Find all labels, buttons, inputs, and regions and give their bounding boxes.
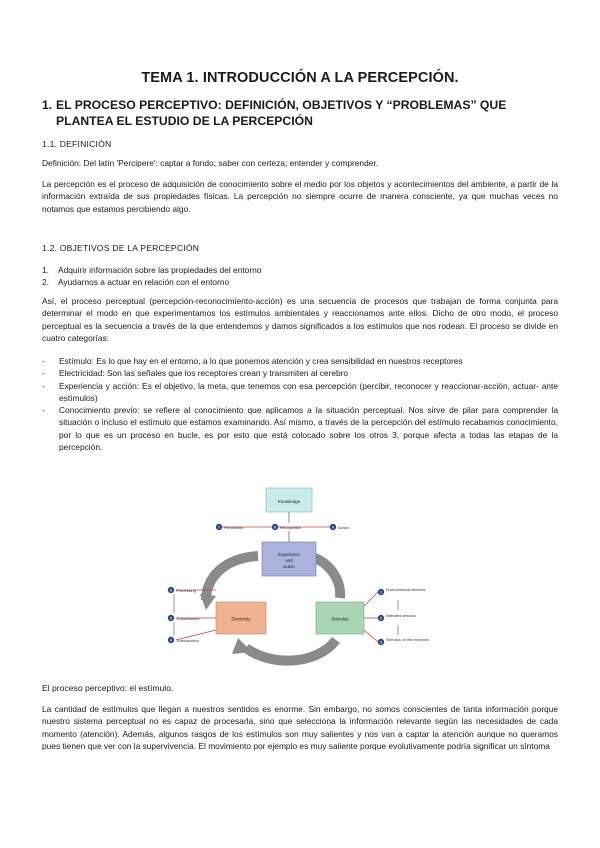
list-dash: - — [42, 405, 45, 416]
definition-text: Definición: Del latín 'Percipere': captar a fondo; saber con certeza; entender y comprender. — [42, 158, 379, 168]
svg-text:2: 2 — [379, 615, 383, 621]
list-item — [42, 367, 558, 379]
subsection-1-2-heading: 1.2. OBJETIVOS DE LA PERCEPCIÓN — [42, 243, 200, 253]
step-label: Action — [338, 524, 350, 530]
categories-list — [42, 355, 558, 453]
list-item — [42, 404, 558, 453]
step-label: Environmental stimulus — [386, 588, 426, 592]
page-title: TEMA 1. INTRODUCCIÓN A LA PERCEPCIÓN. — [141, 70, 459, 86]
list-number: 1. — [42, 265, 49, 275]
list-item — [42, 264, 558, 276]
knowledge-box — [266, 488, 312, 512]
subsection-1-1-heading: 1.1. DEFINICIÓN — [42, 139, 112, 149]
cycle-arrow-bottom — [246, 640, 336, 661]
cycle-arrowhead — [200, 594, 216, 610]
step-label: Stimulus on the receptors — [386, 638, 430, 642]
step-label: Transduction — [176, 637, 199, 643]
list-text: Electricidad: Son las señales que los receptores crean y transmiten al cerebro — [59, 368, 349, 379]
list-text: Conocimiento previo: se refiere al conocimiento que aplicamos a la situación perceptual. Nos sirve de pilar para comprender la situación o incluso el estímulo que estamos examinando. Así mismo, a través de la percepción del estímulo recabamos conocimiento, por lo que es un proceso en bucle, es por esto que está colocado sobre los otros 3, porque afecta a todas las etapas de la percepción. — [59, 405, 558, 453]
process-paragraph: Así, el proceso perceptual (percepción-reconocimiento-acción) es una secuencia de procesos que trabajan de forma conjunta para determinar el modo en que experimentamos los estímulos ambientales y reaccionamos ante ellos. Dicho de otro modo, el proceso perceptual es la secuencia a través de la que entendemos y damos significados a los estímulos que nos rodean. El proceso se divide en cuatro categorías: — [42, 296, 558, 343]
svg-text:6: 6 — [169, 587, 173, 593]
list-text: Experiencia y acción: Es el objetivo, la meta, que tenemos con esa percepción (percibir, reconocer y reaccionar-acción, actuar- ante estímulos) — [59, 380, 558, 403]
experience-box — [262, 542, 316, 576]
svg-text:4: 4 — [169, 637, 173, 643]
cycle-arrow-top-left — [206, 556, 258, 600]
stimulus-box — [316, 602, 364, 634]
step-label: Recognition — [280, 524, 302, 530]
svg-text:1: 1 — [379, 589, 383, 595]
svg-text:3: 3 — [379, 639, 383, 645]
list-item — [42, 276, 558, 288]
stimulus-label: Stimulus — [331, 616, 349, 622]
perception-paragraph: La percepción es el proceso de adquisición de conocimiento sobre el medio por los objetos y acontecimientos del ambiente, a partir de la información extraída de sus propiedades físicas. La percepción no siempre ocurre de manera consciente, ya que muchas veces no notamos que estamos percibiendo algo. — [42, 179, 558, 214]
section-1-heading-line1: EL PROCESO PERCEPTIVO: DEFINICIÓN, OBJETIVOS Y “PROBLEMAS” QUE — [56, 98, 507, 112]
svg-text:and: and — [285, 558, 293, 563]
top-steps — [216, 524, 349, 530]
section-1-heading-line2: PLANTEA EL ESTUDIO DE LA PERCEPCIÓN — [56, 114, 313, 128]
knowledge-label: Knowledge — [277, 499, 301, 504]
list-text: Adquirir información sobre las propiedades del entorno — [58, 265, 262, 275]
list-dash: - — [42, 368, 45, 379]
list-text: Estímulo: Es lo que hay en el entorno, a lo que ponemos atención y crea sensibilidad en nuestros receptores — [59, 356, 463, 366]
step-label: Processing — [176, 587, 196, 593]
list-item — [42, 380, 558, 405]
svg-text:8: 8 — [273, 524, 277, 530]
svg-text:9: 9 — [331, 524, 335, 530]
section-1-number: 1. — [42, 98, 53, 112]
list-text: Ayudarnos a actuar en relación con el entorno — [58, 277, 230, 287]
svg-text:7: 7 — [217, 524, 221, 530]
right-steps — [364, 588, 429, 645]
svg-text:Experience: Experience — [278, 552, 300, 557]
step-label: Transmission — [176, 615, 200, 621]
electricity-label: Electricity — [231, 616, 251, 622]
step-label: Perception — [224, 524, 244, 530]
svg-text:action: action — [283, 564, 295, 569]
step-label: Attended stimulus — [386, 614, 417, 618]
electricity-box — [216, 602, 266, 634]
stimulus-section-heading: El proceso perceptivo: el estímulo. — [42, 683, 174, 693]
list-item — [42, 355, 558, 367]
perceptual-process-diagram — [120, 482, 440, 666]
objectives-list — [42, 264, 558, 288]
list-dash: - — [42, 380, 45, 391]
stimulus-paragraph: La cantidad de estímulos que llegan a nuestros sentidos es enorme. Sin embargo, no somos conscientes de tanta información porque nuestro sistema perceptual no es capaz de procesarla, sino que selecciona la información relevante según las necesidades de cada momento (atención). Además, algunos rasgos de los estímulos son muy salientes y nos van a captar la atención aunque no queramos pues tienen que ver con la supervivencia. El movimiento por ejemplo es muy saliente porque evolutivamente podría significar un síntoma — [42, 704, 558, 751]
list-dash: - — [42, 356, 45, 366]
list-number: 2. — [42, 277, 49, 287]
svg-text:5: 5 — [169, 615, 173, 621]
section-1-heading — [42, 97, 558, 129]
